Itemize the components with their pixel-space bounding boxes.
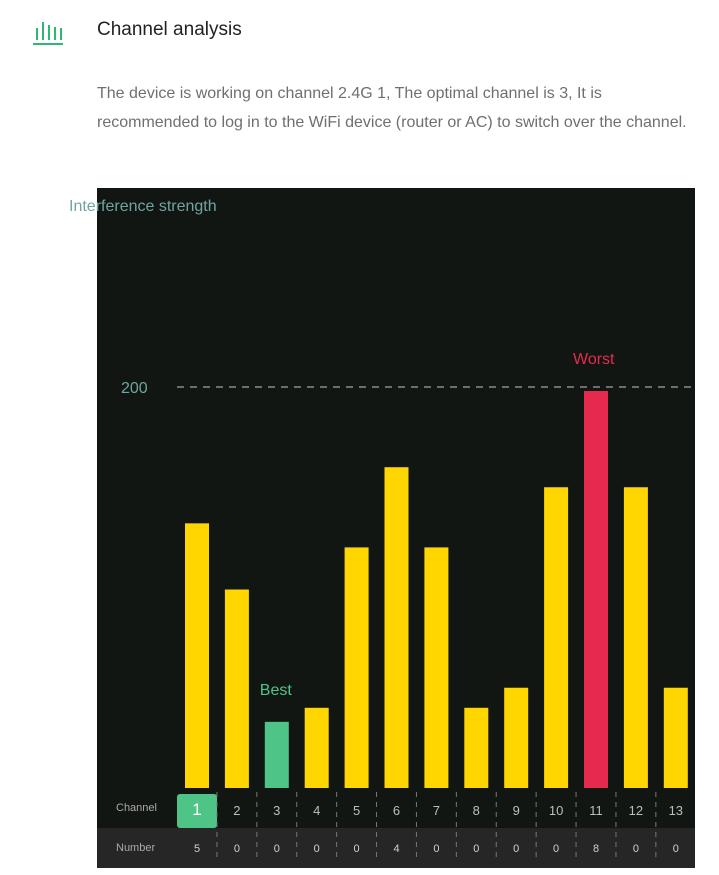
bar-channel-4: [305, 708, 329, 788]
number-value-6: 4: [393, 843, 400, 855]
number-value-9: 0: [513, 843, 520, 855]
number-value-1: 5: [193, 843, 201, 855]
channel-tick-7: 7: [432, 803, 441, 818]
channel-tick-13: 13: [668, 803, 684, 818]
number-value-10: 0: [553, 843, 560, 855]
bar-channel-9: [504, 688, 528, 788]
signal-bars-icon: [33, 16, 63, 46]
best-label: Best: [259, 681, 292, 699]
bar-channel-6: [385, 467, 409, 788]
reference-label: 200: [121, 380, 148, 397]
channel-tick-12: 12: [628, 803, 644, 818]
channel-tick-2: 2: [233, 803, 241, 818]
bar-channel-13: [664, 688, 688, 788]
bar-channel-1: [185, 523, 209, 788]
channel-chart: [69, 188, 695, 868]
channel-tick-3: 3: [273, 803, 281, 818]
bar-channel-5: [345, 547, 369, 788]
number-value-8: 0: [473, 843, 480, 855]
number-value-7: 0: [433, 843, 440, 855]
bar-channel-2: [225, 590, 249, 788]
number-value-2: 0: [233, 843, 240, 855]
bar-channel-11: [584, 391, 608, 788]
number-value-5: 0: [353, 843, 360, 855]
bar-channel-12: [624, 487, 648, 788]
worst-label: Worst: [573, 351, 615, 369]
channel-tick-11: 11: [589, 803, 603, 818]
bar-channel-10: [544, 487, 568, 788]
channel-tick-6: 6: [392, 803, 401, 818]
bar-channel-3: [265, 722, 289, 788]
channel-description: The device is working on channel 2.4G 1, The optimal channel is 3, It is recommended to log in to the WiFi device (router or AC) to switch over the channel.: [97, 85, 687, 131]
channel-tick-4: 4: [313, 803, 321, 818]
number-row-label: Number: [116, 842, 156, 854]
channel-tick-10: 10: [548, 803, 564, 818]
channel-row-label: Channel: [116, 802, 157, 814]
number-value-3: 0: [273, 843, 280, 855]
channel-tick-1: 1: [192, 800, 202, 819]
number-value-11: 8: [592, 843, 600, 855]
channel-tick-5: 5: [352, 803, 361, 818]
chart-canvas: [97, 188, 695, 868]
bar-channel-8: [464, 708, 488, 788]
bar-channel-7: [424, 547, 448, 788]
channel-tick-8: 8: [472, 803, 480, 818]
y-axis-title: Interference strength: [69, 198, 217, 215]
number-value-13: 0: [672, 843, 679, 855]
page-title: Channel analysis: [97, 19, 242, 40]
number-value-12: 0: [632, 843, 639, 855]
channel-tick-9: 9: [512, 803, 520, 818]
number-value-4: 0: [313, 843, 320, 855]
